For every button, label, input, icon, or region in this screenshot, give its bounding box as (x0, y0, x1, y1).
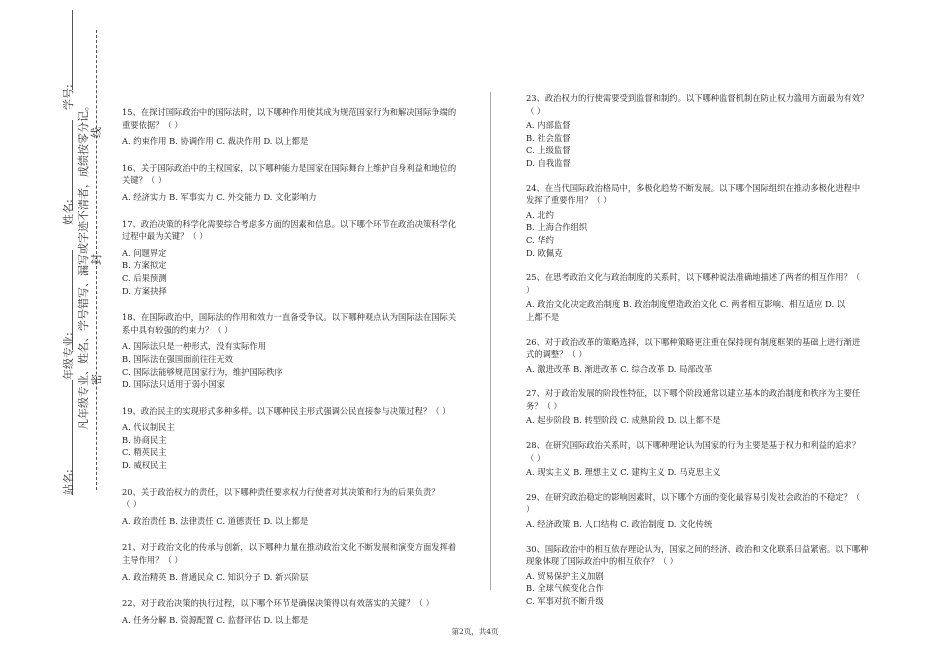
option-d: D. 威权民主 (122, 460, 167, 471)
question-stem: 主导作用？（ ） (122, 555, 183, 566)
left-question-column (122, 106, 472, 626)
option-b: B. 协商民主 (122, 434, 167, 445)
option-a: A. 北约 (526, 209, 554, 220)
question-16 (122, 162, 472, 204)
binding-solid-line (72, 120, 73, 210)
question-17 (122, 218, 472, 298)
binding-solid-line (72, 10, 73, 90)
option-c: C. 后果预测 (122, 272, 167, 283)
seal-mark-mi: 密 (90, 374, 103, 385)
option-c: C. 华约 (526, 234, 554, 245)
question-19 (122, 405, 472, 472)
option-b: B. 方案拟定 (122, 260, 167, 271)
question-stem: （ ） (526, 452, 546, 463)
question-stem: 过程中最为关键？（ ） (122, 231, 208, 242)
question-25 (526, 271, 871, 323)
option-b: B. 全球气候变化合作 (526, 583, 604, 594)
question-stem: 17、政治决策的科学化需要综合考虑多方面的因素和信息。以下哪个环节在政治决策科学化 (122, 218, 457, 229)
question-18 (122, 311, 472, 391)
option-d: D. 国际法只适用于弱小国家 (122, 379, 225, 390)
question-stem: （ ） (122, 499, 142, 510)
seal-mark-feng: 封 (90, 254, 103, 265)
question-stem: 26、对于政治改革的策略选择，以下哪种策略更注重在保持现有制度框架的基础上进行渐进 (526, 336, 861, 347)
binding-strip (0, 0, 110, 672)
option-c: C. 上级监督 (526, 145, 571, 156)
option-a: A. 内部监督 (526, 120, 571, 131)
column-divider (490, 92, 491, 590)
question-options: A. 激进改革 B. 渐进改革 C. 综合改革 D. 局部改革 (526, 363, 713, 374)
grade-major-label: 年级专业: (62, 332, 75, 380)
option-c: C. 精英民主 (122, 447, 167, 458)
question-options: A. 经济实力 B. 军事实力 C. 外交能力 D. 文化影响力 (122, 191, 317, 202)
question-stem: 系中具有较强的约束力？（ ） (122, 324, 233, 335)
option-a: A. 国际法只是一种形式，没有实际作用 (122, 341, 267, 352)
question-29 (526, 491, 871, 531)
question-stem: 发挥了重要作用？（ ） (526, 195, 612, 206)
site-name-label: 站名: (62, 469, 75, 495)
question-options: A. 政治责任 B. 法律责任 C. 道德责任 D. 以上都是 (122, 515, 309, 526)
question-stem: 21、对于政治文化的传承与创新，以下哪种力量在推动政治文化不断发展和演变方面发挥着 (122, 542, 457, 553)
option-b: B. 国际法在强国面前往往无效 (122, 353, 233, 364)
question-15 (122, 106, 472, 148)
question-options: A. 政治精英 B. 普通民众 C. 知识分子 D. 新兴阶层 (122, 571, 309, 582)
question-stem: 关键？（ ） (122, 175, 167, 186)
question-stem: 式的调整？（ ） (526, 349, 587, 360)
question-stem: 24、在当代国际政治格局中，多极化趋势不断发展。以下哪个国际组织在推动多极化进程中 (526, 182, 861, 193)
option-a: A. 代议制民主 (122, 422, 175, 433)
question-options: A. 现实主义 B. 理想主义 C. 建构主义 D. 马克思主义 (526, 467, 721, 478)
option-b: B. 社会监督 (526, 132, 571, 143)
option-b: B. 上海合作组织 (526, 222, 588, 233)
question-21 (122, 541, 472, 583)
option-d: D. 自我监督 (526, 157, 571, 168)
question-stem: （ ） (526, 105, 546, 116)
right-question-column (526, 92, 871, 608)
student-id-label: 学号: (62, 84, 75, 110)
question-20 (122, 486, 472, 528)
question-stem: 务？（ ） (526, 400, 562, 411)
question-options: A. 约束作用 B. 协调作用 C. 裁决作用 D. 以上都是 (122, 136, 309, 147)
question-stem: 16、关于国际政治中的主权国家，以下哪种能力是国家在国际舞台上维护自身利益和地位的 (122, 162, 457, 173)
question-stem: 重要依据？（ ） (122, 119, 183, 130)
question-24 (526, 182, 871, 260)
question-options: A. 任务分解 B. 资源配置 C. 监督评估 D. 以上都是 (122, 614, 309, 625)
question-options: A. 政治文化决定政治制度 B. 政治制度塑造政治文化 C. 两者相互影响、相互适应 D. 以 (526, 299, 846, 310)
question-28 (526, 439, 871, 479)
question-stem: 22、对于政治决策的执行过程，以下哪个环节是确保决策得以有效落实的关键？（ ） (122, 598, 434, 609)
question-stem: 15、在探讨国际政治中的国际法时，以下哪种作用使其成为规范国家行为和解决国际争端的 (122, 107, 457, 117)
question-stem: 现象体现了国际政治中的相互依存？（ ） (526, 556, 678, 567)
option-c: C. 军事对抗不断升级 (526, 596, 604, 606)
question-options: 上都不是 (526, 311, 560, 322)
question-stem: 23、政治权力的行使需要受到监督和制约。以下哪种监督机制在防止权力滥用方面最为有效？ (526, 93, 869, 103)
question-27 (526, 387, 871, 427)
question-stem: 18、在国际政治中，国际法的作用和效力一直备受争议。以下哪种观点认为国际法在国际关 (122, 312, 457, 323)
question-stem: 29、在研究政治稳定的影响因素时，以下哪个方面的变化最容易引发社会政治的不稳定？（ (526, 491, 861, 502)
question-stem: 30、国际政治中的相互依存理论认为，国家之间的经济、政治和文化联系日益紧密。以下哪种 (526, 543, 869, 554)
name-label: 姓名: (62, 199, 75, 225)
question-stem: ） (526, 504, 535, 515)
binding-notice: 凡年级专业、姓名、学号错写、漏写或字迹不清者，成绩按零分记。 (77, 100, 90, 430)
question-options: A. 起步阶段 B. 转型阶段 C. 成熟阶段 D. 以上都不是 (526, 415, 721, 426)
question-stem: 19、政治民主的实现形式多种多样。以下哪种民主形式强调公民直接参与决策过程？（ ） (122, 405, 451, 416)
page-footer: 第2页，共4页 (451, 627, 499, 636)
question-30 (526, 543, 871, 608)
question-22 (122, 597, 472, 626)
question-stem: 20、关于政治权力的责任，以下哪种责任要求权力行使者对其决策和行为的后果负责？ (122, 486, 440, 497)
question-23 (526, 92, 871, 170)
option-d: D. 欧佩克 (526, 247, 563, 258)
option-a: A. 问题界定 (122, 247, 167, 258)
question-options: A. 经济政策 B. 人口结构 C. 政治制度 D. 文化传统 (526, 519, 713, 530)
option-a: A. 贸易保护主义加剧 (526, 570, 604, 581)
question-stem: 28、在研究国际政治关系时，以下哪种理论认为国家的行为主要是基于权力和利益的追求？ (526, 440, 861, 451)
question-stem: 25、在思考政治文化与政治制度的关系时，以下哪种说法准确地描述了两者的相互作用？（ (526, 272, 861, 283)
question-26 (526, 336, 871, 376)
option-d: D. 方案抉择 (122, 285, 167, 296)
question-stem: 27、对于政治发展的阶段性特征，以下哪个阶段通常以建立基本的政治制度和秩序为主要任 (526, 388, 861, 399)
question-stem: ） (526, 284, 535, 295)
seal-mark-xian: 线 (90, 127, 103, 138)
option-c: C. 国际法能够规范国家行为，维护国际秩序 (122, 366, 283, 377)
